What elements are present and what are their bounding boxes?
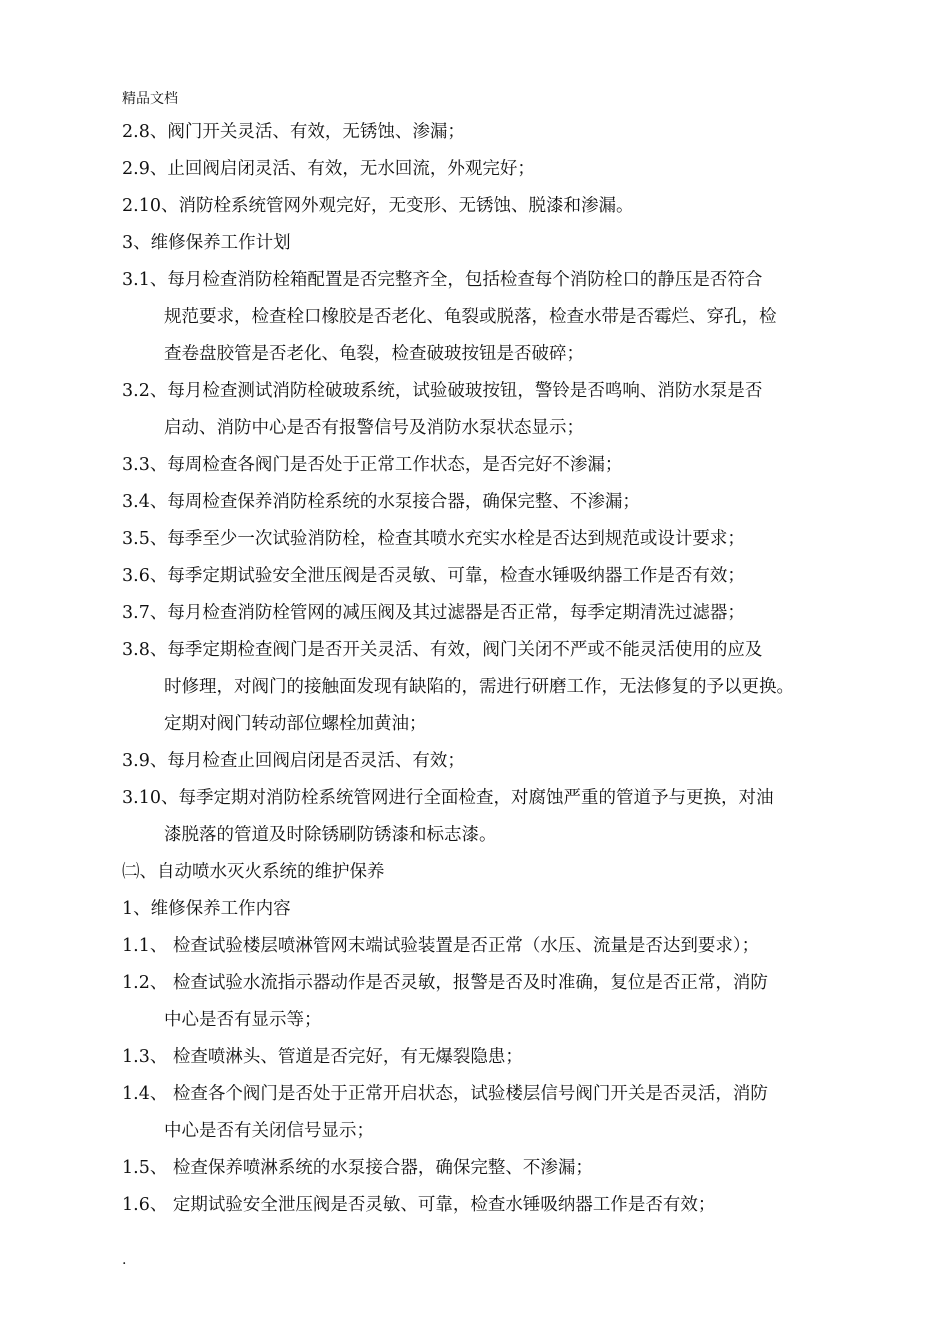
text-line: 3.4、每周检查保养消防栓系统的水泵接合器，确保完整、不渗漏；	[122, 492, 640, 512]
text-line: 1.6、 定期试验安全泄压阀是否灵敏、可靠，检查水锤吸纳器工作是否有效；	[122, 1195, 716, 1215]
text-line: 3.3、每周检查各阀门是否处于正常工作状态，是否完好不渗漏；	[122, 455, 623, 475]
text-line: 1.4、 检查各个阀门是否处于正常开启状态，试验楼层信号阀门开关是否灵活，消防	[122, 1084, 768, 1104]
text-line: 2.10、消防栓系统管网外观完好，无变形、无锈蚀、脱漆和渗漏。	[122, 196, 634, 216]
text-line: 3.5、每季至少一次试验消防栓，检查其喷水充实水栓是否达到规范或设计要求；	[122, 529, 745, 549]
text-line: 2.8、阀门开关灵活、有效，无锈蚀、渗漏；	[122, 122, 465, 142]
text-line: 漆脱落的管道及时除锈刷防锈漆和标志漆。	[164, 825, 497, 845]
text-line: 3.10、每季定期对消防栓系统管网进行全面检查，对腐蚀严重的管道予与更换，对油	[122, 788, 774, 808]
document-body	[122, 114, 832, 1224]
text-line: 中心是否有显示等；	[164, 1010, 322, 1030]
text-line: 3.9、每月检查止回阀启闭是否灵活、有效；	[122, 751, 465, 771]
text-line: 3、维修保养工作计划	[122, 233, 291, 253]
text-line: 启动、消防中心是否有报警信号及消防水泵状态显示；	[164, 418, 584, 438]
text-line: 查卷盘胶管是否老化、龟裂，检查破玻按钮是否破碎；	[164, 344, 584, 364]
text-line: 3.7、每月检查消防栓管网的减压阀及其过滤器是否正常，每季定期清洗过滤器；	[122, 603, 745, 623]
text-line: 3.1、每月检查消防栓箱配置是否完整齐全，包括检查每个消防栓口的静压是否符合	[122, 270, 763, 290]
text-line: 1、维修保养工作内容	[122, 899, 291, 919]
text-line: 1.2、 检查试验水流指示器动作是否灵敏，报警是否及时准确，复位是否正常，消防	[122, 973, 768, 993]
footer-mark: .	[122, 1252, 127, 1268]
text-line: ㈡、自动喷水灭火系统的维护保养	[122, 862, 385, 882]
text-line: 3.6、每季定期试验安全泄压阀是否灵敏、可靠，检查水锤吸纳器工作是否有效；	[122, 566, 745, 586]
text-line: 中心是否有关闭信号显示；	[164, 1121, 374, 1141]
text-line: 3.2、每月检查测试消防栓破玻系统，试验破玻按钮，警铃是否鸣响、消防水泵是否	[122, 381, 763, 401]
text-line: 1.3、 检查喷淋头、管道是否完好，有无爆裂隐患；	[122, 1047, 523, 1067]
text-line: 1.1、 检查试验楼层喷淋管网末端试验装置是否正常（水压、流量是否达到要求）；	[122, 936, 760, 956]
text-line: 定期对阀门转动部位螺栓加黄油；	[164, 714, 427, 734]
page-header: 精品文档	[122, 91, 178, 107]
text-line: 2.9、止回阀启闭灵活、有效，无水回流，外观完好；	[122, 159, 535, 179]
text-line: 1.5、 检查保养喷淋系统的水泵接合器，确保完整、不渗漏；	[122, 1158, 593, 1178]
text-line: 3.8、每季定期检查阀门是否开关灵活、有效，阀门关闭不严或不能灵活使用的应及	[122, 640, 763, 660]
text-line: 规范要求，检查栓口橡胶是否老化、龟裂或脱落，检查水带是否霉烂、穿孔，检	[164, 307, 777, 327]
text-line: 时修理，对阀门的接触面发现有缺陷的，需进行研磨工作，无法修复的予以更换。	[164, 677, 794, 697]
